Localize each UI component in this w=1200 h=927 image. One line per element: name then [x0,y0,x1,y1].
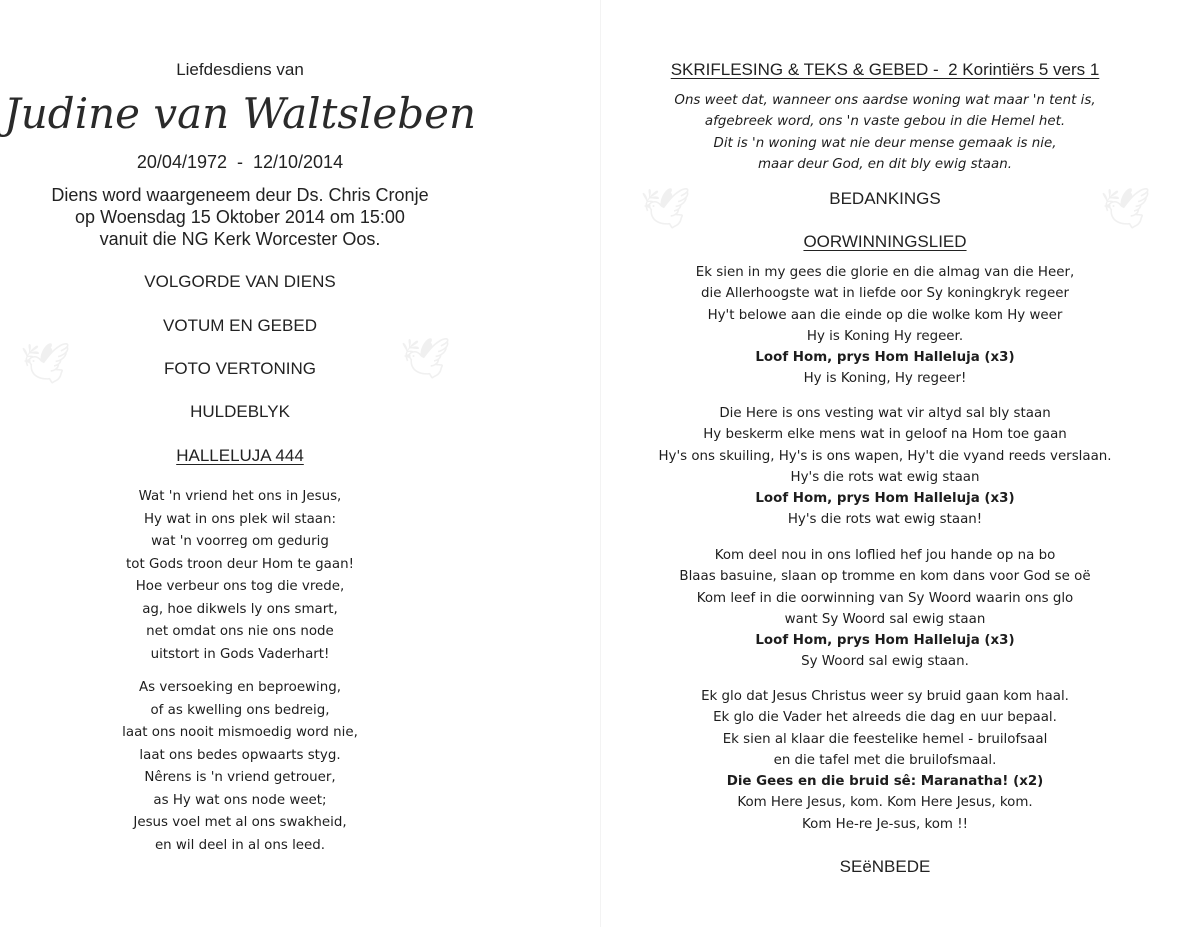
hymn-line: Hy wat in ons plek wil staan: [143,511,337,527]
song-line: Kom leef in die oorwinning van Sy Woord waarin ons glo [696,590,1074,606]
service-line: vanuit die NG Kerk Worcester Oos. [99,229,381,249]
song-line: Die Here is ons vesting wat vir altyd sal bly staan [719,406,1051,421]
hymn-stanza [0,677,480,857]
hymn-line: As versoeking en beproewing, [139,680,341,695]
song-line: en die tafel met die bruilofsmaal. [773,752,997,768]
order-of-service-heading: VOLGORDE VAN DIENS [144,272,336,291]
dove-watermark-icon: 🕊 [640,186,691,232]
song-line: Sy Woord sal ewig staan. [801,654,969,670]
song-title: OORWINNINGSLIED [803,232,967,251]
service-line: Diens word waargeneem deur Ds. Chris Cronje [51,185,429,205]
song-line: Kom Here Jesus, kom. Kom Here Jesus, kom. [737,795,1033,811]
hymn-line: net omdat ons nie ons node [146,624,334,639]
song-line: Hy's die rots wat ewig staan! [787,512,983,528]
blessing-heading: SEëNBEDE [839,857,931,876]
left-page [0,0,480,927]
dove-watermark-icon: 🕊 [1100,186,1151,232]
song-stanza [595,403,1175,531]
scripture-line: maar deur God, en dit bly ewig staan. [758,156,1012,172]
hymn-line: ag, hoe dikwels ly ons smart, [142,601,338,617]
song-chorus-line: Die Gees en die bruid sê: Maranatha! (x2) [726,774,1044,790]
song-line: Hy is Koning Hy regeer. [806,328,964,344]
hymn-line: wat 'n voorreg om gedurig [151,534,329,549]
hymn-line: of as kwelling ons bedreig, [150,702,330,718]
scripture-line: Dit is 'n woning wat nie deur mense gemaak is nie, [713,135,1057,151]
right-page [595,0,1175,927]
scripture-text [595,90,1175,175]
hymn-stanza [0,486,480,666]
hymn-line: laat ons nooit mismoedig word nie, [122,725,358,740]
hymn-line: en wil deel in al ons leed. [154,837,326,853]
order-item: FOTO VERTONING [163,359,317,378]
song-stanza [595,262,1175,390]
song-line: Hy's ons skuiling, Hy's is ons wapen, Hy't die vyand reeds verslaan. [658,448,1112,464]
service-line: op Woensdag 15 Oktober 2014 om 15:00 [75,207,405,227]
life-dates: 20/04/1972 - 12/10/2014 [136,152,344,172]
thanks-heading: BEDANKINGS [829,189,941,208]
song-line: want Sy Woord sal ewig staan [784,611,986,627]
dove-watermark-icon: 🕊 [400,336,451,382]
song-line: Ek sien al klaar die feestelike hemel - bruilofsaal [722,731,1048,747]
song-line: die Allerhoogste wat in liefde oor Sy koningkryk regeer [700,286,1070,302]
order-item: HULDEBLYK [190,402,290,421]
hymn-line: uitstort in Gods Vaderhart! [150,646,330,662]
scripture-reading-title: SKRIFLESING & TEKS & GEBED - 2 Korintiërs 5 vers 1 [670,60,1100,79]
service-details [0,184,480,250]
song-line: Hy beskerm elke mens wat in geloof na Hom toe gaan [703,427,1067,443]
song-line: Ek glo dat Jesus Christus weer sy bruid gaan kom haal. [701,689,1069,704]
song-line: Ek glo die Vader het alreeds die dag en uur bepaal. [713,710,1057,726]
song-line: Kom deel nou in ons loflied hef jou hande op na bo [714,548,1056,563]
scripture-line: afgebreek word, ons 'n vaste gebou in die Hemel het. [704,114,1066,130]
deceased-name: Judine van Waltsleben [3,89,477,138]
hymn-title: HALLELUJA 444 [176,446,304,465]
dove-watermark-icon: 🕊 [20,341,71,387]
hymn-line: Jesus voel met al ons swakheid, [133,815,347,830]
song-line: Hy is Koning, Hy regeer! [803,371,967,387]
song-chorus-line: Loof Hom, prys Hom Halleluja (x3) [755,350,1015,366]
hymn-line: Hoe verbeur ons tog die vrede, [135,579,345,594]
song-line: Hy's die rots wat ewig staan [790,469,980,485]
song-stanza [595,545,1175,673]
song-line: Ek sien in my gees die glorie en die almag van die Heer, [695,265,1075,280]
scripture-line: Ons weet dat, wanneer ons aardse woning wat maar 'n tent is, [674,93,1096,108]
hymn-line: Wat 'n vriend het ons in Jesus, [138,489,342,504]
hymn-line: Nêrens is 'n vriend getrouer, [144,770,336,785]
song-stanza [595,686,1175,835]
order-item: VOTUM EN GEBED [163,316,317,335]
hymn-line: as Hy wat ons node weet; [153,792,327,808]
song-line: Blaas basuine, slaan op tromme en kom dans voor God se oë [679,569,1091,585]
song-chorus-line: Loof Hom, prys Hom Halleluja (x3) [755,633,1015,649]
song-line: Kom He-re Je-sus, kom !! [802,816,968,832]
hymn-line: tot Gods troon deur Hom te gaan! [126,556,354,572]
intro-text: Liefdesdiens van [176,60,304,79]
song-line: Hy't belowe aan die einde op die wolke kom Hy weer [707,307,1063,323]
hymn-line: laat ons bedes opwaarts styg. [139,747,341,763]
song-chorus-line: Loof Hom, prys Hom Halleluja (x3) [755,491,1015,507]
